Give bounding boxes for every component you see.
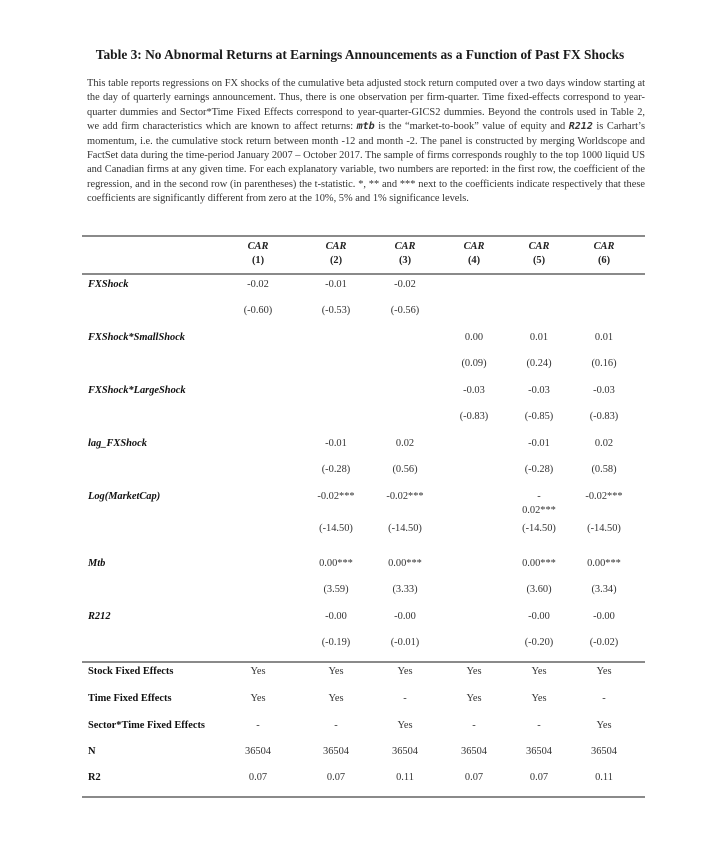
tstat-cell: (-0.28) bbox=[321, 464, 351, 475]
footer-cell: Yes bbox=[596, 666, 612, 677]
footer-cell: Yes bbox=[466, 666, 482, 677]
tstat-cell: (-0.19) bbox=[321, 637, 351, 648]
row-label: lag_FXShock bbox=[88, 438, 147, 449]
tstat-cell: (-0.28) bbox=[524, 464, 554, 475]
footer-cell: 36504 bbox=[461, 746, 487, 757]
coefficient-cell: -0.02*** bbox=[585, 491, 623, 502]
tstat-cell: (-14.50) bbox=[587, 523, 621, 534]
row-label: R212 bbox=[88, 611, 111, 622]
footer-cell: Yes bbox=[250, 666, 266, 677]
footer-cell: 0.07 bbox=[326, 772, 346, 783]
tstat-cell: (0.09) bbox=[461, 358, 487, 369]
tstat-cell: (-14.50) bbox=[522, 523, 556, 534]
row-label: Mtb bbox=[88, 558, 106, 569]
coefficient-cell: -0.01 bbox=[325, 279, 347, 290]
footer-cell: Yes bbox=[596, 720, 612, 731]
footer-cell: Yes bbox=[250, 693, 266, 704]
coefficient-cell: -0.00 bbox=[325, 611, 347, 622]
coefficient-cell: -0.00 bbox=[394, 611, 416, 622]
coefficient-cell: -0.00 bbox=[593, 611, 615, 622]
column-header-3: CAR (3) bbox=[394, 241, 416, 266]
caption-var-r212: R212 bbox=[568, 121, 593, 133]
footer-cell: 36504 bbox=[526, 746, 552, 757]
row-label: Log(MarketCap) bbox=[88, 491, 161, 502]
column-header-4: CAR (4) bbox=[463, 241, 485, 266]
footer-cell: Yes bbox=[397, 720, 413, 731]
tstat-cell: (-0.85) bbox=[524, 411, 554, 422]
footer-cell: 0.11 bbox=[595, 772, 613, 783]
footer-cell: Yes bbox=[466, 693, 482, 704]
tstat-cell: (-14.50) bbox=[388, 523, 422, 534]
tstat-cell: (-0.02) bbox=[589, 637, 619, 648]
bottom-rule bbox=[82, 796, 645, 798]
tstat-cell: (0.24) bbox=[526, 358, 552, 369]
column-header-1: CAR (1) bbox=[247, 241, 269, 266]
tstat-cell: (-0.01) bbox=[390, 637, 420, 648]
footer-cell: 0.11 bbox=[396, 772, 414, 783]
footer-cell: 36504 bbox=[392, 746, 418, 757]
coefficient-cell: 0.02 bbox=[395, 438, 415, 449]
footer-row-label: N bbox=[88, 746, 96, 757]
tstat-cell: (-0.60) bbox=[243, 305, 273, 316]
coefficient-cell: 0.00*** bbox=[388, 558, 422, 569]
coefficient-cell: -0.03 bbox=[528, 385, 550, 396]
footer-cell: 0.07 bbox=[248, 772, 268, 783]
tstat-cell: (-0.53) bbox=[321, 305, 351, 316]
table-title: Table 3: No Abnormal Returns at Earnings Announcements as a Function of Past FX Shocks bbox=[95, 47, 625, 62]
coefficient-cell: 0.00*** bbox=[522, 558, 556, 569]
caption-text-2: is the “market-to-book” value of equity and bbox=[374, 121, 569, 133]
coefficient-cell: -0.01 bbox=[325, 438, 347, 449]
footer-row-label: Sector*Time Fixed Effects bbox=[88, 720, 205, 731]
controls-rule bbox=[82, 661, 645, 663]
tstat-cell: (-14.50) bbox=[319, 523, 353, 534]
row-label: FXShock bbox=[88, 279, 129, 290]
coefficient-cell: -0.02*** bbox=[386, 491, 424, 502]
coefficient-cell: 0.00*** bbox=[319, 558, 353, 569]
coefficient-cell: -0.01 bbox=[528, 438, 550, 449]
caption-text-3: is Carhart’s momentum, i.e. the cumulative stock return between month -12 and month -2. The panel is constructed by merging Worldscope and FactSet data during the time-period January 2007 – October 2017. The sample of firms corresponds roughly to the top 1000 liquid US and Canadian firms at any given time. For each explanatory variable, two numbers are reported: in the first row, the coefficient of the regression, and in the second row (in parentheses) the t-statistic. *, ** and *** next to the coefficients indicate respectively that these coefficients are significantly different from zero at the 10%, 5% and 1% significance levels. bbox=[87, 121, 645, 205]
tstat-cell: (-0.20) bbox=[524, 637, 554, 648]
coefficient-cell: 0.02 bbox=[594, 438, 614, 449]
footer-cell: 0.07 bbox=[529, 772, 549, 783]
header-rule bbox=[82, 273, 645, 275]
tstat-cell: (3.33) bbox=[392, 584, 418, 595]
tstat-cell: (-0.56) bbox=[390, 305, 420, 316]
coefficient-cell: 0.00 bbox=[464, 332, 484, 343]
footer-cell: - bbox=[537, 720, 541, 731]
footer-row-label: Stock Fixed Effects bbox=[88, 666, 174, 677]
tstat-cell: (3.34) bbox=[591, 584, 617, 595]
caption-var-mtb: mtb bbox=[356, 121, 375, 133]
footer-row-label: Time Fixed Effects bbox=[88, 693, 172, 704]
caption-text-1: This table reports regressions on FX shocks of the cumulative beta adjusted stock return computed over a two days window starting at the day of quarterly earnings announcement. Thus, there is one observation per firm-quarter. Time fixed-effects correspond to year-quarter dummies and Sector*Time Fixed Effects correspond to year-quarter-GICS2 dummies. Beyond the controls used in Table 2, we add firm characteristics which are known to affect returns: bbox=[87, 78, 645, 133]
tstat-cell: (0.58) bbox=[591, 464, 617, 475]
footer-cell: Yes bbox=[531, 666, 547, 677]
row-label: FXShock*SmallShock bbox=[88, 332, 186, 343]
tstat-cell: (0.56) bbox=[392, 464, 418, 475]
footer-cell: 0.07 bbox=[464, 772, 484, 783]
coefficient-cell: -0.02 bbox=[394, 279, 416, 290]
footer-cell: 36504 bbox=[245, 746, 271, 757]
footer-cell: - bbox=[334, 720, 338, 731]
tstat-cell: (0.16) bbox=[591, 358, 617, 369]
footer-cell: 36504 bbox=[323, 746, 349, 757]
footer-cell: Yes bbox=[328, 666, 344, 677]
coefficient-cell: 0.01 bbox=[529, 332, 549, 343]
tstat-cell: (-0.83) bbox=[589, 411, 619, 422]
coefficient-cell: -0.00 bbox=[528, 611, 550, 622]
column-header-2: CAR (2) bbox=[325, 241, 347, 266]
footer-cell: 36504 bbox=[591, 746, 617, 757]
footer-cell: - bbox=[256, 720, 260, 731]
footer-cell: Yes bbox=[328, 693, 344, 704]
coefficient-cell: -0.03 bbox=[593, 385, 615, 396]
table-caption bbox=[87, 77, 645, 207]
column-header-6: CAR (6) bbox=[593, 241, 615, 266]
row-label: FXShock*LargeShock bbox=[88, 385, 186, 396]
footer-cell: - bbox=[403, 693, 407, 704]
coefficient-cell: - bbox=[537, 491, 541, 502]
coefficient-cell: 0.01 bbox=[594, 332, 614, 343]
column-header-5: CAR (5) bbox=[528, 241, 550, 266]
footer-cell: - bbox=[602, 693, 606, 704]
tstat-cell: (-0.83) bbox=[459, 411, 489, 422]
tstat-cell: (3.60) bbox=[526, 584, 552, 595]
footer-cell: Yes bbox=[397, 666, 413, 677]
tstat-cell: (3.59) bbox=[323, 584, 349, 595]
coefficient-cell: 0.00*** bbox=[587, 558, 621, 569]
footer-cell: - bbox=[472, 720, 476, 731]
footer-cell: Yes bbox=[531, 693, 547, 704]
footer-row-label: R2 bbox=[88, 772, 101, 783]
coefficient-wrap-cell: 0.02*** bbox=[522, 505, 556, 516]
coefficient-cell: -0.02*** bbox=[317, 491, 355, 502]
coefficient-cell: -0.02 bbox=[247, 279, 269, 290]
coefficient-cell: -0.03 bbox=[463, 385, 485, 396]
top-rule bbox=[82, 235, 645, 237]
